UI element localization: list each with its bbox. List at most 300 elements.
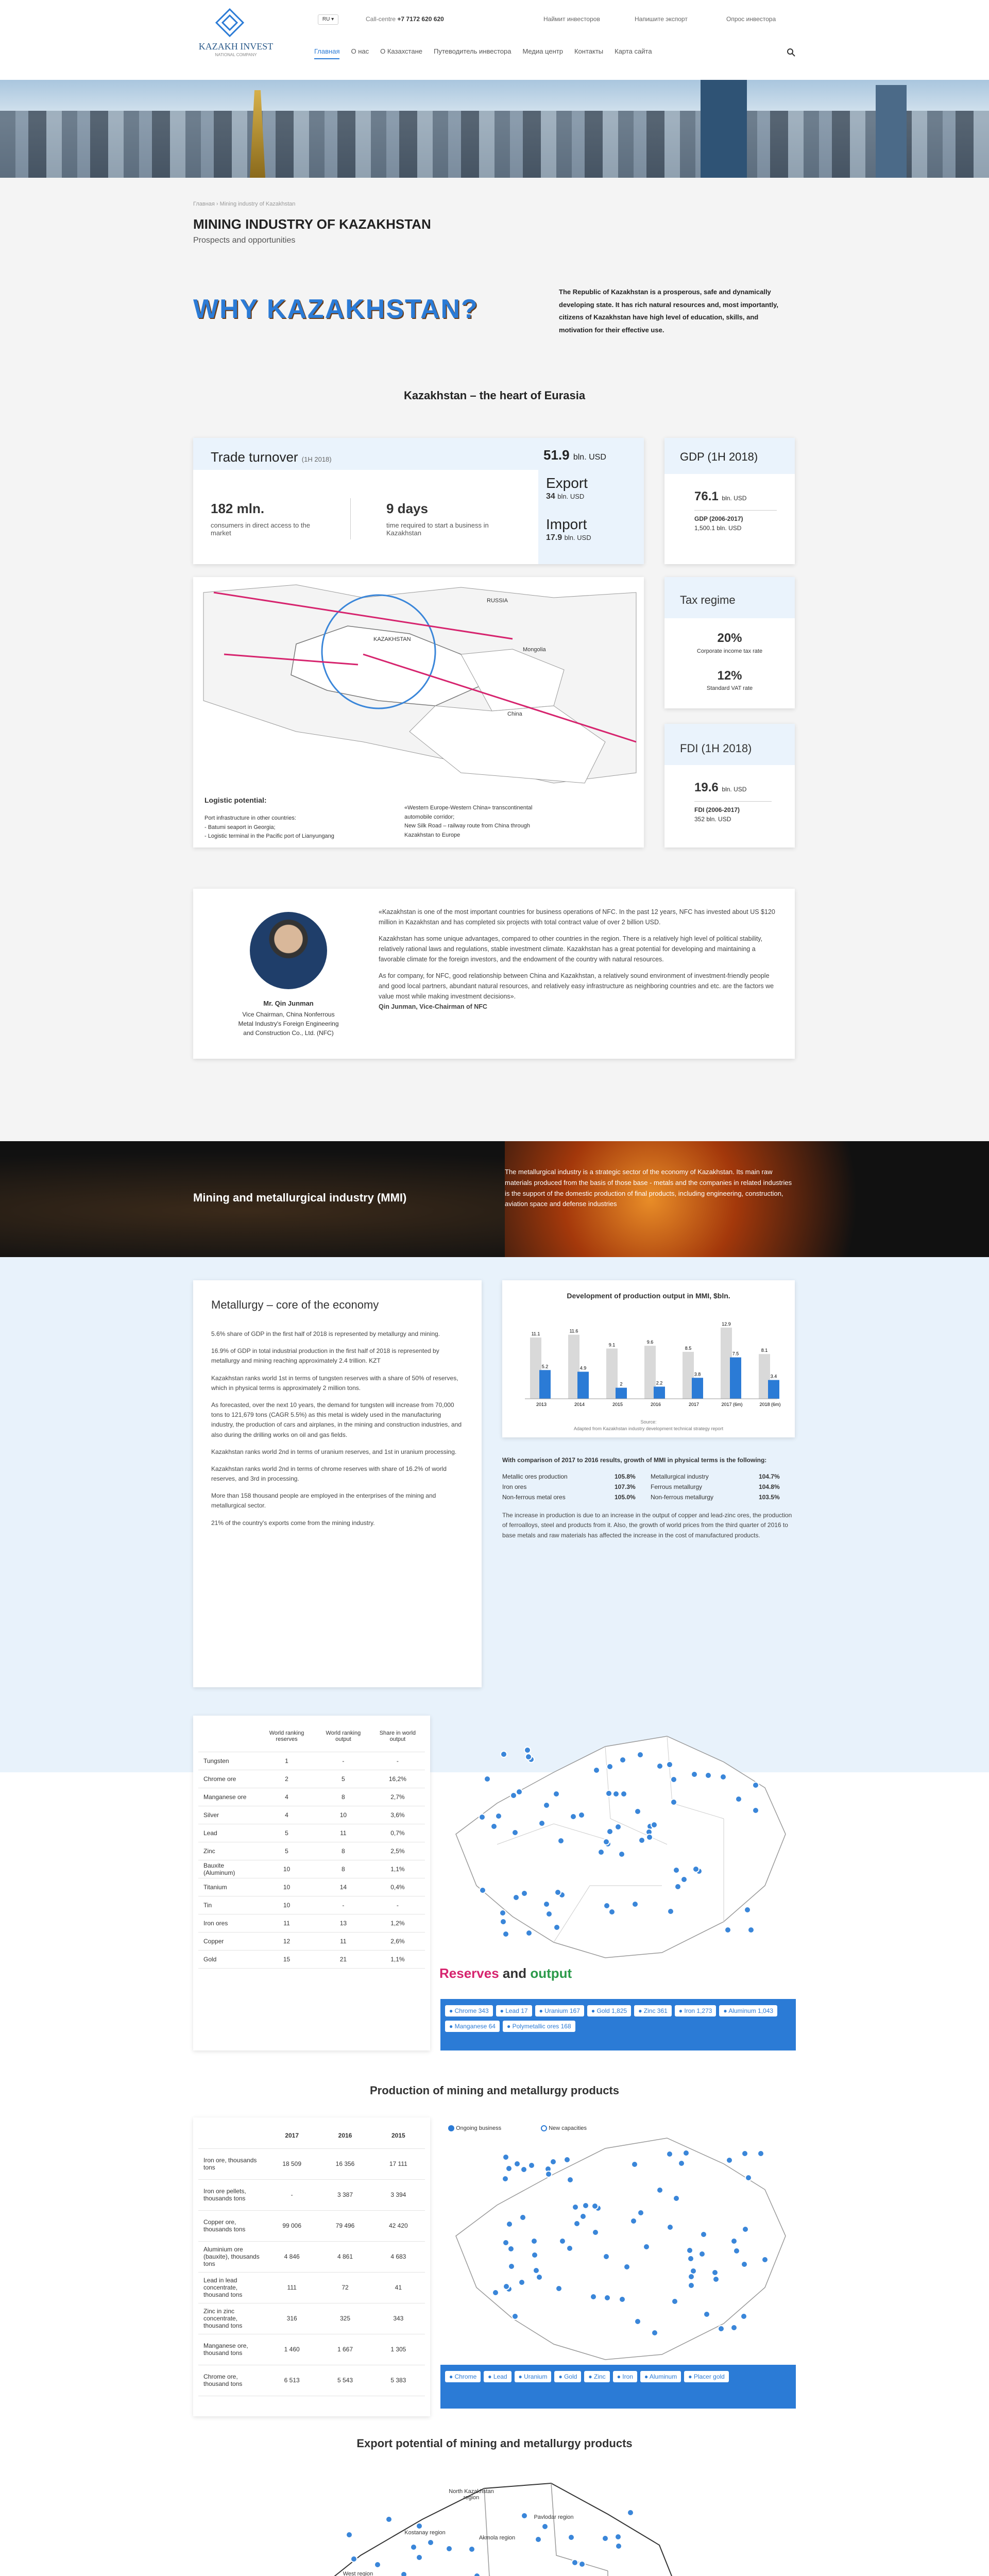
growth-cell: Ferrous metallurgy bbox=[651, 1483, 703, 1491]
deposit-marker[interactable] bbox=[703, 2311, 710, 2318]
deposit-marker[interactable] bbox=[678, 2160, 685, 2167]
deposit-marker[interactable] bbox=[630, 2217, 637, 2225]
deposit-marker[interactable] bbox=[490, 1823, 498, 1830]
mineral-chip[interactable]: ● Iron bbox=[613, 2371, 637, 2382]
deposit-marker[interactable] bbox=[410, 2544, 417, 2551]
deposit-marker[interactable] bbox=[570, 1813, 577, 1820]
deposit-marker[interactable] bbox=[688, 2273, 695, 2280]
deposit-marker[interactable] bbox=[553, 1790, 560, 1798]
deposit-marker[interactable] bbox=[518, 2279, 525, 2286]
mmi-banner bbox=[0, 1141, 989, 1257]
table-cell: 12 bbox=[257, 1932, 316, 1950]
consumers-value: 182 mln. bbox=[211, 501, 265, 516]
gdp-sub-value: 1,500.1 bln. USD bbox=[694, 524, 742, 532]
table-cell: 10 bbox=[257, 1860, 316, 1878]
why-heading: WHY KAZAKHSTAN? bbox=[193, 294, 479, 324]
deposit-marker[interactable] bbox=[752, 1807, 759, 1814]
search-icon[interactable] bbox=[787, 48, 795, 57]
mineral-chip[interactable]: ● Aluminum 1,043 bbox=[719, 2005, 777, 2016]
deposit-marker[interactable] bbox=[604, 2294, 611, 2301]
header-link-1[interactable]: Наймит инвесторов bbox=[543, 15, 600, 23]
deposit-marker[interactable] bbox=[733, 2247, 740, 2255]
gdp-value: 76.1 bln. USD bbox=[694, 489, 747, 503]
table-cell: Bauxite (Aluminum) bbox=[198, 1860, 257, 1878]
breadcrumb-home[interactable]: Главная bbox=[193, 201, 215, 207]
map-card bbox=[193, 577, 644, 848]
fdi-card bbox=[664, 724, 795, 848]
table-cell: 5 383 bbox=[372, 2365, 425, 2396]
legend-new: New capacities bbox=[541, 2125, 587, 2131]
reserves-title: Reserves and output bbox=[439, 1965, 572, 1981]
tax-title: Tax regime bbox=[680, 594, 736, 606]
import-label: Import bbox=[546, 516, 587, 532]
bar-label-mining: 3.4 bbox=[770, 1374, 777, 1379]
deposit-marker[interactable] bbox=[543, 1901, 550, 1908]
deposit-marker[interactable] bbox=[416, 2522, 423, 2530]
x-tick: 2015 bbox=[612, 1402, 623, 1407]
mmi-text: The metallurgical industry is a strategic sector of the economy of Kazakhstan. Its main raw materials produced from the basis of those base - metals and the companies in related industries is the support of the domestic production of final products, including engineering, construction, aviation space and defense industries bbox=[505, 1168, 792, 1208]
logo[interactable] bbox=[195, 7, 277, 64]
lang-select[interactable]: RU ▾ bbox=[318, 14, 338, 25]
deposit-marker[interactable] bbox=[744, 1906, 751, 1913]
table-row bbox=[198, 1932, 425, 1950]
fdi-sub-value: 352 bln. USD bbox=[694, 816, 731, 823]
table-cell: Titanium bbox=[198, 1878, 257, 1896]
deposit-marker[interactable] bbox=[757, 2150, 764, 2157]
deposit-marker[interactable] bbox=[567, 2176, 574, 2183]
deposit-marker[interactable] bbox=[730, 2238, 738, 2245]
production-table bbox=[198, 2123, 425, 2396]
table-row bbox=[198, 2241, 425, 2272]
deposit-marker[interactable] bbox=[651, 2329, 658, 2336]
nav-contacts[interactable]: Контакты bbox=[574, 47, 604, 55]
deposit-marker[interactable] bbox=[557, 1837, 565, 1844]
reserves-map-svg bbox=[435, 1716, 796, 1984]
deposit-marker[interactable] bbox=[495, 1812, 502, 1820]
mineral-chip[interactable]: ● Lead 17 bbox=[496, 2005, 532, 2016]
table-header bbox=[198, 1721, 425, 1752]
table-cell: 111 bbox=[265, 2272, 318, 2303]
table-cell: Chrome ore bbox=[198, 1770, 257, 1788]
hero-image bbox=[0, 80, 989, 178]
nav-sitemap[interactable]: Карта сайта bbox=[615, 47, 652, 55]
mmi-title: Mining and metallurgical industry (MMI) bbox=[193, 1191, 407, 1204]
mineral-chip[interactable]: ● Lead bbox=[484, 2371, 511, 2382]
growth-row bbox=[502, 1471, 795, 1482]
deposit-marker[interactable] bbox=[566, 2245, 573, 2252]
table-cell: 1 667 bbox=[318, 2334, 371, 2365]
column-header: 2016 bbox=[318, 2123, 371, 2148]
avatar bbox=[250, 912, 327, 989]
growth-cell: 105.8% bbox=[615, 1473, 636, 1481]
table-cell: 16 356 bbox=[318, 2148, 371, 2179]
deposit-marker[interactable] bbox=[528, 2162, 535, 2169]
table-cell: Lead in lead concentrate, thousand tons bbox=[198, 2272, 265, 2303]
deposit-marker[interactable] bbox=[535, 2536, 542, 2543]
deposit-marker[interactable] bbox=[615, 2533, 622, 2540]
tax-l1: Corporate income tax rate bbox=[696, 648, 763, 654]
deposit-marker[interactable] bbox=[513, 1894, 520, 1901]
deposit-marker[interactable] bbox=[502, 2154, 509, 2161]
column-header: 2017 bbox=[265, 2123, 318, 2148]
table-cell: Lead bbox=[198, 1824, 257, 1842]
table-row bbox=[198, 1914, 425, 1932]
deposit-marker[interactable] bbox=[603, 1902, 610, 1909]
table-cell: Manganese ore bbox=[198, 1788, 257, 1806]
table-cell: - bbox=[316, 1896, 370, 1914]
production-chart-note: Adapted from Kazakhstan industry development technical strategy report bbox=[573, 1426, 724, 1431]
deposit-marker[interactable] bbox=[740, 2313, 747, 2320]
table-cell: Copper ore, thousands tons bbox=[198, 2210, 265, 2241]
heart-heading: Kazakhstan – the heart of Eurasia bbox=[403, 389, 586, 402]
mineral-chip[interactable]: ● Uranium 167 bbox=[535, 2005, 584, 2016]
map-label-kazakhstan: KAZAKHSTAN bbox=[373, 636, 411, 642]
growth-cell: 104.7% bbox=[758, 1473, 780, 1481]
deposit-marker[interactable] bbox=[559, 2238, 566, 2245]
table-row bbox=[198, 1842, 425, 1860]
deposit-marker[interactable] bbox=[631, 2161, 638, 2168]
table-header bbox=[198, 2123, 425, 2148]
deposit-marker[interactable] bbox=[507, 2245, 515, 2252]
deposit-marker[interactable] bbox=[545, 1910, 553, 1918]
map-label-russia: RUSSIA bbox=[487, 598, 508, 604]
export-value: 34 bln. USD bbox=[546, 492, 585, 501]
column-header: World ranking output bbox=[316, 1721, 370, 1752]
deposit-marker[interactable] bbox=[651, 1821, 658, 1828]
reserves-map bbox=[435, 1716, 796, 1984]
table-cell: Silver bbox=[198, 1806, 257, 1824]
mineral-chip[interactable]: ● Gold 1,825 bbox=[587, 2005, 631, 2016]
table-cell: Manganese ore, thousand tons bbox=[198, 2334, 265, 2365]
trade-card bbox=[193, 438, 644, 564]
table-cell: 343 bbox=[372, 2303, 425, 2334]
table-cell: 10 bbox=[316, 1806, 370, 1824]
table-cell: 17 111 bbox=[372, 2148, 425, 2179]
deposit-marker[interactable] bbox=[643, 2243, 650, 2250]
deposit-marker[interactable] bbox=[500, 1918, 507, 1925]
production-chart-source: Source: bbox=[640, 1419, 657, 1425]
growth-cell: 107.3% bbox=[615, 1483, 636, 1491]
logo-icon bbox=[214, 7, 245, 38]
logo-name: KAZAKH INVEST bbox=[198, 41, 274, 52]
table-row bbox=[198, 1878, 425, 1896]
table-cell: Tin bbox=[198, 1896, 257, 1914]
production-chart bbox=[515, 1306, 782, 1414]
table-cell: 10 bbox=[257, 1896, 316, 1914]
table-row bbox=[198, 2303, 425, 2334]
table-row bbox=[198, 1824, 425, 1842]
deposit-marker[interactable] bbox=[385, 2516, 393, 2523]
region-label: Kostanay region bbox=[404, 2530, 446, 2536]
deposit-marker[interactable] bbox=[692, 1866, 700, 1873]
column-header bbox=[198, 1721, 257, 1752]
table-cell: 6 513 bbox=[265, 2365, 318, 2396]
deposit-marker[interactable] bbox=[514, 2160, 521, 2167]
bar-mining bbox=[539, 1370, 551, 1399]
deposit-marker[interactable] bbox=[747, 1926, 755, 1934]
mineral-chip[interactable]: ● Polymetallic ores 168 bbox=[503, 2021, 575, 2032]
bar-label-mining: 4.9 bbox=[579, 1365, 587, 1371]
bar-mining bbox=[654, 1386, 665, 1399]
deposit-marker[interactable] bbox=[502, 1930, 509, 1938]
production-chips bbox=[440, 2365, 796, 2409]
mineral-chip[interactable]: ● Chrome 343 bbox=[445, 2005, 493, 2016]
table-row bbox=[198, 2148, 425, 2179]
nav-guide[interactable]: Путеводитель инвестора bbox=[434, 47, 511, 55]
table-row bbox=[198, 1752, 425, 1770]
mineral-chip[interactable]: ● Placer gold bbox=[684, 2371, 729, 2382]
mineral-chip[interactable]: ● Iron 1,273 bbox=[675, 2005, 717, 2016]
deposit-marker[interactable] bbox=[479, 1887, 486, 1894]
growth-cell: Non-ferrous metal ores bbox=[502, 1494, 566, 1501]
production-map bbox=[435, 2117, 796, 2365]
table-cell: 11 bbox=[316, 1824, 370, 1842]
header-link-2[interactable]: Напишите экспорт bbox=[635, 15, 688, 23]
deposit-marker[interactable] bbox=[346, 2531, 353, 2538]
table-cell: 1,1% bbox=[370, 1950, 425, 1968]
deposit-marker[interactable] bbox=[620, 1790, 627, 1798]
deposit-marker[interactable] bbox=[591, 2202, 599, 2210]
table-cell: 1 bbox=[257, 1752, 316, 1770]
table-row bbox=[198, 1806, 425, 1824]
table-cell: Zinc in zinc concentrate, thousand tons bbox=[198, 2303, 265, 2334]
table-cell: 15 bbox=[257, 1950, 316, 1968]
logistic-title: Logistic potential: bbox=[204, 796, 267, 804]
growth-cell: 104.8% bbox=[758, 1483, 780, 1491]
deposit-marker[interactable] bbox=[637, 1751, 644, 1758]
deposit-marker[interactable] bbox=[519, 2214, 526, 2221]
deposit-marker[interactable] bbox=[506, 2221, 513, 2228]
bar-label-total: 8.5 bbox=[685, 1345, 692, 1351]
x-tick: 2017 (6m) bbox=[721, 1402, 743, 1407]
mineral-chip[interactable]: ● Chrome bbox=[445, 2371, 481, 2382]
deposit-marker[interactable] bbox=[615, 1823, 622, 1831]
deposit-marker[interactable] bbox=[615, 2543, 622, 2550]
deposit-marker[interactable] bbox=[618, 1851, 625, 1858]
deposit-marker[interactable] bbox=[602, 2535, 609, 2542]
days-value: 9 days bbox=[386, 501, 428, 516]
trade-value: 51.9 bln. USD bbox=[543, 447, 606, 463]
deposit-marker[interactable] bbox=[634, 2318, 641, 2325]
table-cell: 3,6% bbox=[370, 1806, 425, 1824]
table-row bbox=[198, 2334, 425, 2365]
deposit-marker[interactable] bbox=[745, 2174, 752, 2181]
production-heading: Production of mining and metallurgy products bbox=[369, 2084, 619, 2097]
region-label: North Kazakhstan region bbox=[449, 2488, 494, 2501]
deposit-marker[interactable] bbox=[705, 1772, 712, 1779]
quote-position: Vice Chairman, China Nonferrous Metal Industry's Foreign Engineering and Construction Co., Ltd. (NFC) bbox=[238, 1011, 339, 1037]
deposit-marker[interactable] bbox=[688, 2282, 695, 2289]
export-map bbox=[288, 2468, 701, 2576]
deposit-marker[interactable] bbox=[605, 1790, 612, 1797]
mineral-chip[interactable]: ● Aluminum bbox=[640, 2371, 681, 2382]
nav-kazakhstan[interactable]: О Казахстане bbox=[380, 47, 422, 55]
deposit-marker[interactable] bbox=[619, 1756, 626, 1764]
table-cell: 41 bbox=[372, 2272, 425, 2303]
deposit-marker[interactable] bbox=[724, 1926, 731, 1934]
bar-label-total: 9.6 bbox=[646, 1340, 654, 1345]
deposit-marker[interactable] bbox=[511, 1829, 519, 1836]
deposit-marker[interactable] bbox=[484, 1775, 491, 1783]
deposit-marker[interactable] bbox=[700, 2231, 707, 2238]
table-cell: 3 387 bbox=[318, 2179, 371, 2210]
growth-table bbox=[502, 1471, 795, 1502]
growth-row bbox=[502, 1492, 795, 1502]
table-cell: 11 bbox=[316, 1932, 370, 1950]
metallurgy-title: Metallurgy – core of the economy bbox=[211, 1298, 379, 1311]
deposit-marker[interactable] bbox=[761, 2256, 769, 2263]
table-cell: Iron ores bbox=[198, 1914, 257, 1932]
deposit-marker[interactable] bbox=[592, 2229, 599, 2236]
deposit-marker[interactable] bbox=[503, 2283, 510, 2290]
table-cell: 2,7% bbox=[370, 1788, 425, 1806]
growth-cell: Metallic ores production bbox=[502, 1473, 568, 1481]
table-cell: Copper bbox=[198, 1932, 257, 1950]
deposit-marker[interactable] bbox=[698, 2250, 706, 2258]
table-cell: 325 bbox=[318, 2303, 371, 2334]
fdi-sub-label: FDI (2006-2017) bbox=[694, 806, 740, 814]
logo-sub: NATIONAL COMPANY bbox=[215, 53, 257, 57]
growth-row bbox=[502, 1482, 795, 1492]
deposit-marker[interactable] bbox=[521, 2512, 528, 2519]
deposit-marker[interactable] bbox=[545, 2171, 552, 2178]
deposit-marker[interactable] bbox=[666, 2150, 673, 2158]
bar-label-mining: 5.2 bbox=[541, 1364, 549, 1369]
column-header: Share in world output bbox=[370, 1721, 425, 1752]
eurasia-map bbox=[193, 577, 644, 788]
gdp-card bbox=[664, 438, 795, 564]
table-row bbox=[198, 2210, 425, 2241]
deposit-marker[interactable] bbox=[666, 1761, 673, 1768]
table-cell: 4 683 bbox=[372, 2241, 425, 2272]
table-cell: 11 bbox=[257, 1914, 316, 1932]
deposit-marker[interactable] bbox=[671, 2298, 678, 2305]
table-cell: Iron ore, thousands tons bbox=[198, 2148, 265, 2179]
growth-cell: Metallurgical industry bbox=[651, 1473, 709, 1481]
deposit-marker[interactable] bbox=[623, 2263, 630, 2270]
deposit-marker[interactable] bbox=[550, 2158, 557, 2165]
deposit-marker[interactable] bbox=[612, 1790, 620, 1798]
import-value: 17.9 bln. USD bbox=[546, 533, 591, 542]
deposit-marker[interactable] bbox=[531, 2238, 538, 2245]
table-cell: - bbox=[265, 2179, 318, 2210]
deposit-marker[interactable] bbox=[730, 2324, 738, 2331]
deposit-marker[interactable] bbox=[687, 2255, 694, 2262]
deposit-marker[interactable] bbox=[508, 2263, 515, 2270]
deposit-marker[interactable] bbox=[632, 1901, 639, 1908]
deposit-marker[interactable] bbox=[416, 2554, 423, 2561]
deposit-marker[interactable] bbox=[479, 1814, 486, 1821]
table-cell: 72 bbox=[318, 2272, 371, 2303]
ranking-table bbox=[198, 1721, 425, 1969]
nav-media[interactable]: Медиа центр bbox=[522, 47, 563, 55]
deposit-marker[interactable] bbox=[683, 2149, 690, 2157]
mineral-chip[interactable]: ● Manganese 64 bbox=[445, 2021, 500, 2032]
table-cell: 0,4% bbox=[370, 1878, 425, 1896]
header bbox=[0, 0, 989, 80]
nav-home[interactable]: Главная bbox=[314, 47, 339, 59]
deposit-marker[interactable] bbox=[511, 2313, 519, 2320]
table-row bbox=[198, 1950, 425, 1968]
deposit-marker[interactable] bbox=[516, 1788, 523, 1795]
deposit-marker[interactable] bbox=[598, 1849, 605, 1856]
table-cell: 16,2% bbox=[370, 1770, 425, 1788]
deposit-marker[interactable] bbox=[502, 2239, 509, 2246]
metallurgy-card bbox=[193, 1280, 482, 1687]
table-row bbox=[198, 1860, 425, 1878]
map-label-china: China bbox=[507, 711, 522, 717]
mineral-chip[interactable]: ● Zinc 361 bbox=[634, 2005, 672, 2016]
quote-name: Mr. Qin Junman bbox=[263, 999, 314, 1007]
table-cell: 8 bbox=[316, 1842, 370, 1860]
deposit-marker[interactable] bbox=[637, 2209, 644, 2216]
deposit-marker[interactable] bbox=[520, 2166, 527, 2173]
deposit-marker[interactable] bbox=[656, 2187, 663, 2194]
logistic-list-2: «Western Europe-Western China» transcontinental automobile corridor; New Silk Road – railway route from China through Kazakhstan to Europe bbox=[404, 805, 533, 838]
phone[interactable]: Call-centre +7 7172 620 620 bbox=[366, 15, 444, 23]
deposit-marker[interactable] bbox=[578, 1811, 585, 1819]
deposit-marker[interactable] bbox=[646, 1834, 653, 1841]
table-row bbox=[198, 2179, 425, 2210]
deposit-marker[interactable] bbox=[608, 1908, 616, 1916]
deposit-marker[interactable] bbox=[673, 2195, 680, 2202]
bar-label-total: 9.1 bbox=[608, 1342, 616, 1348]
table-cell: 4 846 bbox=[265, 2241, 318, 2272]
table-row bbox=[198, 2365, 425, 2396]
nav-about[interactable]: О нас bbox=[351, 47, 369, 55]
table-cell: 2,6% bbox=[370, 1932, 425, 1950]
metallurgy-facts: 5.6% share of GDP in the first half of 2018 is represented by metallurgy and mining. 16.9% of GDP in total industrial production in the first half of 2018 is represented by metallurgy and mining reaching approximately 2.4 trillion. KZT Kazakhstan ranks world 1st in terms of tungsten reserves with a share of 50% of reserves, which in physical terms is approximately 2 million tons. As forecasted, over the next 10 years, the demand for tungsten will increase from 70,000 tons to 121,679 tons (CAGR 5.5%) as this metal is widely used in the manufacturing industry, the production of cars and airplanes, in the mining and construction industries, and also during the drilling works on oil and gas fields. Kazakhstan ranks world 2nd in terms of uranium reserves, and 1st in uranium processing. Kazakhstan ranks world 2nd in terms of chrome reserves with share of 16.2% of world reserves, and 3rd in processing. More than 158 thousand people are employed in the enterprises of the mining and metallurgical sector. 21% of the country's exports come from the mining industry. bbox=[211, 1330, 462, 1527]
table-row bbox=[198, 1788, 425, 1806]
mineral-chip[interactable]: ● Uranium bbox=[515, 2371, 552, 2382]
deposit-marker[interactable] bbox=[536, 2274, 543, 2281]
x-tick: 2014 bbox=[574, 1402, 585, 1407]
table-cell: - bbox=[370, 1752, 425, 1770]
table-cell: 1,2% bbox=[370, 1914, 425, 1932]
growth-block: With comparison of 2017 to 2016 results, growth of MMI in physical terms is the following: Metallic ores production 105.8% Metallurgical industry 104.7% Iron ores 107.3% Ferrous metallurgy 104.8% Non-ferrous metal ores 105.0% Non-ferrous metallurgy 103.5% The increase in production is due to an increase in the output of copper and lead-zinc ores, the production of ferroalloys, steel and products from it. Also, the growth of world prices from the third quarter of 2016 to base metals and raw materials has affected the increase in the cost of manufactured products. bbox=[502, 1455, 795, 1540]
deposit-marker[interactable] bbox=[543, 1802, 550, 1809]
deposit-marker[interactable] bbox=[500, 1751, 507, 1758]
bar-mining bbox=[768, 1380, 779, 1399]
table-cell: 13 bbox=[316, 1914, 370, 1932]
bar-label-total: 11.1 bbox=[531, 1331, 540, 1337]
table-cell: 5 bbox=[257, 1824, 316, 1842]
deposit-marker[interactable] bbox=[735, 1795, 742, 1803]
table-cell: 1 460 bbox=[265, 2334, 318, 2365]
mineral-chip[interactable]: ● Zinc bbox=[584, 2371, 609, 2382]
tax-v1: 20% bbox=[717, 631, 742, 645]
bar-label-mining: 7.5 bbox=[732, 1351, 739, 1357]
breadcrumb: Главная › Mining industry of Kazakhstan bbox=[193, 201, 296, 207]
reserves-chips bbox=[440, 1999, 796, 2050]
logistic-list-1: Port infrastructure in other countries: - Batumi seaport in Georgia; - Logistic terminal in the Pacific port of Lianyungang bbox=[204, 815, 334, 840]
bar-label-total: 11.6 bbox=[569, 1328, 578, 1334]
x-tick: 2016 bbox=[650, 1402, 661, 1407]
page-title: MINING INDUSTRY OF KAZAKHSTAN bbox=[193, 216, 431, 232]
deposit-marker[interactable] bbox=[400, 2571, 407, 2576]
column-header: 2015 bbox=[372, 2123, 425, 2148]
deposit-marker[interactable] bbox=[446, 2545, 453, 2552]
deposit-marker[interactable] bbox=[667, 2224, 674, 2231]
table-cell: - bbox=[370, 1896, 425, 1914]
metallurgy-bg bbox=[0, 1257, 989, 1772]
bar-label-mining: 2 bbox=[620, 1381, 623, 1387]
mineral-chip[interactable]: ● Gold bbox=[554, 2371, 581, 2382]
x-tick: 2017 bbox=[688, 1402, 700, 1407]
deposit-marker[interactable] bbox=[667, 1908, 674, 1915]
fdi-title: FDI (1H 2018) bbox=[680, 742, 752, 755]
header-link-3[interactable]: Опрос инвестора bbox=[726, 15, 776, 23]
